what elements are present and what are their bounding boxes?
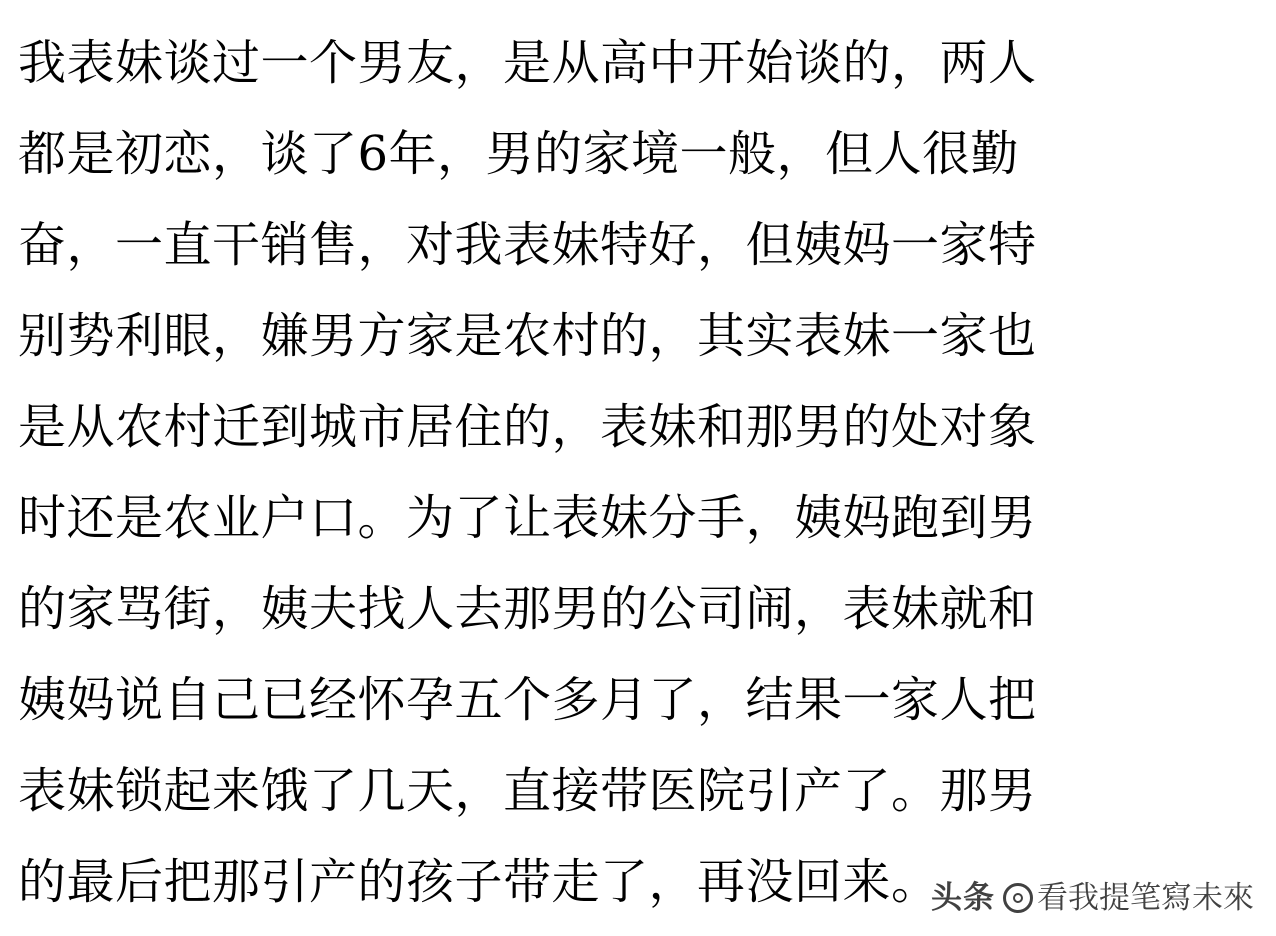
story-line-9: 表妹锁起来饿了几天，直接带医院引产了。那男 bbox=[18, 763, 1037, 819]
story-line-5: 是从农村迁到城市居住的，表妹和那男的处对象 bbox=[18, 399, 1037, 455]
story-line-10: 的最后把那引产的孩子带走了，再没回来。 bbox=[18, 854, 940, 910]
watermark bbox=[931, 878, 1254, 918]
story-line-7: 的家骂街，姨夫找人去那男的公司闹，表妹就和 bbox=[18, 581, 1037, 637]
watermark-author: 看我提笔寫未來 bbox=[1037, 880, 1254, 916]
story-line-6: 时还是农业户口。为了让表妹分手，姨妈跑到男 bbox=[18, 490, 1037, 546]
story-line-2: 都是初恋，谈了6年，男的家境一般，但人很勤 bbox=[18, 126, 1020, 182]
story-text-block bbox=[18, 18, 1258, 928]
watermark-author-group bbox=[1003, 878, 1254, 918]
watermark-brand: 头条 bbox=[931, 880, 995, 916]
story-line-8: 姨妈说自己已经怀孕五个多月了，结果一家人把 bbox=[18, 672, 1037, 728]
at-icon bbox=[1003, 883, 1033, 913]
story-line-1: 我表妹谈过一个男友，是从高中开始谈的，两人 bbox=[18, 35, 1037, 91]
story-line-3: 奋，一直干销售，对我表妹特好，但姨妈一家特 bbox=[18, 217, 1037, 273]
story-line-4: 别势利眼，嫌男方家是农村的，其实表妹一家也 bbox=[18, 308, 1037, 364]
